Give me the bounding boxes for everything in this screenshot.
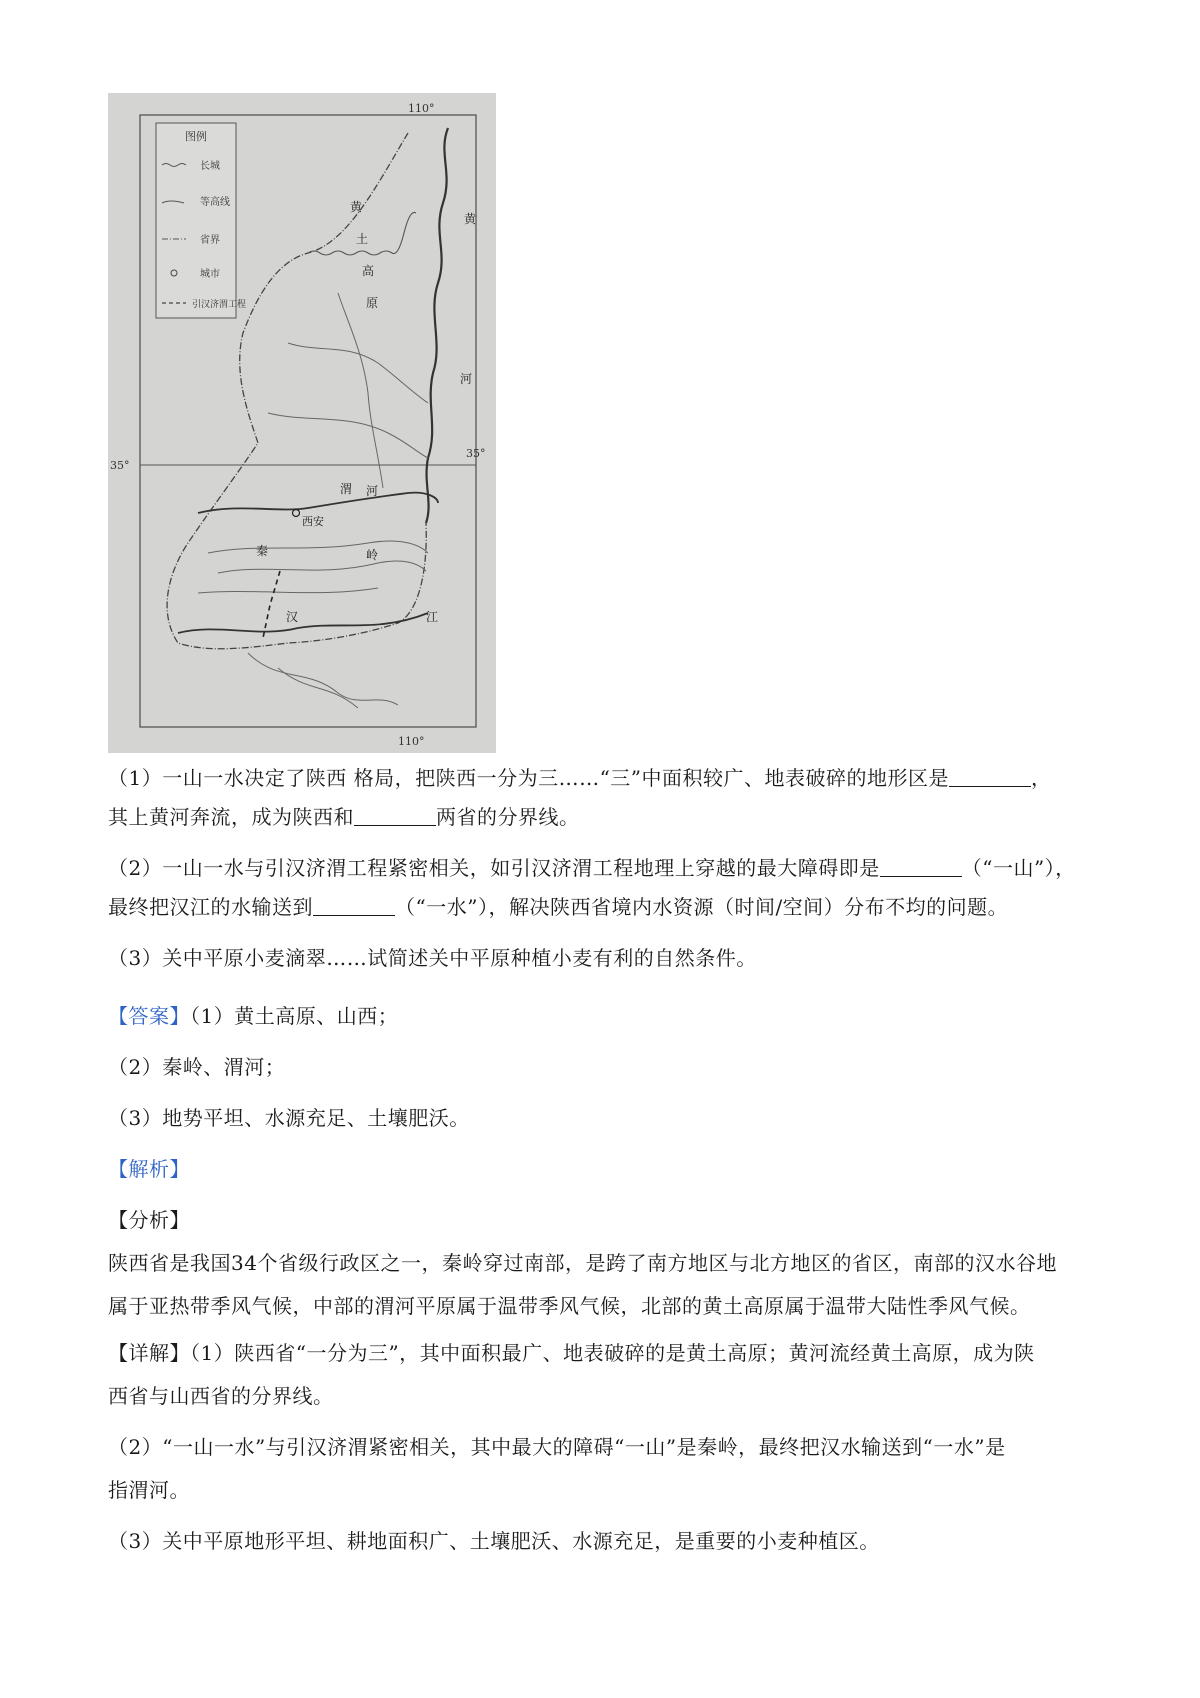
legend-item-wall: 长城: [200, 161, 220, 172]
label-yuan: 原: [366, 296, 379, 310]
question-1-line-1: [108, 759, 1098, 798]
label-tu: 土: [356, 232, 369, 246]
xiangjie-2-line-1: （2）“一山一水”与引汉济渭紧密相关，其中最大的障碍“一山”是秦岭，最终把汉水输送到“一水”是: [108, 1435, 1006, 1459]
q2-blank-1[interactable]: [880, 856, 962, 877]
lat-label-right: 35°: [466, 447, 486, 460]
answer-1-text: （1）黄土高原、山西；: [190, 1004, 399, 1028]
xiangjie-2-line-2: 指渭河。: [108, 1478, 190, 1502]
question-3: （3）关中平原小麦滴翠……试简述关中平原种植小麦有利的自然条件。: [108, 946, 757, 970]
label-wei-he: 河: [366, 484, 379, 498]
q2-text-a: （2）一山一水与引汉济渭工程紧密相关，如引汉济渭工程地理上穿越的最大障碍即是: [108, 856, 880, 880]
question-2-line-1: [108, 849, 1098, 888]
legend-item-city: 城市: [200, 269, 220, 280]
q1-blank-2[interactable]: [354, 805, 436, 826]
label-he: 河: [460, 372, 473, 386]
label-han: 汉: [286, 610, 299, 624]
lon-label-bottom: 110°: [398, 735, 425, 748]
legend-box: [156, 123, 236, 318]
label-wei: 渭: [340, 482, 353, 496]
label-qin: 秦: [256, 544, 269, 558]
label-huang-2: 黄: [464, 212, 477, 226]
fenxi-label: 【分析】: [108, 1208, 190, 1232]
label-xian: 西安: [302, 515, 324, 528]
q1-blank-1[interactable]: [949, 766, 1031, 787]
xiangjie-label: 【详解】: [108, 1341, 190, 1365]
fenxi-line-2: 属于亚热带季风气候，中部的渭河平原属于温带季风气候，北部的黄土高原属于温带大陆性季风气候。: [108, 1294, 1031, 1318]
answer-label: 【答案】: [108, 1004, 190, 1028]
q1-text-d: 两省的分界线。: [436, 805, 580, 829]
xiangjie-1-text: （1）陕西省“一分为三”，其中面积最广、地表破碎的是黄土高原；黄河流经黄土高原，成为陕: [190, 1341, 1035, 1365]
legend-title: 图例: [185, 130, 207, 143]
question-block: [108, 759, 1098, 978]
label-jiang: 江: [426, 610, 439, 624]
lon-label-top: 110°: [408, 102, 435, 115]
q2-text-d: （“一水”），解决陕西省境内水资源（时间/空间）分布不均的问题。: [395, 895, 1009, 919]
q1-text-a: （1）一山一水决定了陕西 格局，把陕西一分为三……“三”中面积较广、地表破碎的地形区是: [108, 766, 950, 790]
fenxi-line-1: 陕西省是我国34个省级行政区之一，秦岭穿过南部，是跨了南方地区与北方地区的省区，南部的汉水谷地: [108, 1251, 1057, 1275]
xiangjie-line-1: [108, 1334, 1098, 1373]
q2-blank-2[interactable]: [313, 895, 395, 916]
legend-item-contour: 等高线: [200, 197, 230, 208]
answer-2: （2）秦岭、渭河；: [108, 1055, 286, 1079]
analysis-label: 【解析】: [108, 1157, 190, 1181]
map-svg: [108, 93, 496, 753]
question-2-line-2: [108, 888, 1098, 927]
answer-3: （3）地势平坦、水源充足、土壤肥沃。: [108, 1106, 470, 1130]
shaanxi-map-figure: [108, 93, 496, 753]
q2-text-b: （“一山”），: [961, 856, 1076, 880]
answer-1: [108, 997, 1098, 1036]
lat-label-left: 35°: [110, 459, 130, 472]
question-1-line-2: [108, 798, 1098, 837]
xiangjie-3: （3）关中平原地形平坦、耕地面积广、土壤肥沃、水源充足，是重要的小麦种植区。: [108, 1529, 880, 1553]
q1-text-b: ，: [1031, 766, 1052, 790]
xiangjie-line-2: 西省与山西省的分界线。: [108, 1384, 334, 1408]
legend-item-project: 引汉济渭工程: [192, 300, 247, 310]
label-huang-1: 黄: [350, 200, 363, 214]
q2-text-c: 最终把汉江的水输送到: [108, 895, 313, 919]
label-gao: 高: [362, 264, 375, 278]
legend-item-border: 省界: [200, 235, 220, 246]
answer-block: [108, 997, 1098, 1561]
q1-text-c: 其上黄河奔流，成为陕西和: [108, 805, 354, 829]
label-ling: 岭: [366, 548, 379, 562]
